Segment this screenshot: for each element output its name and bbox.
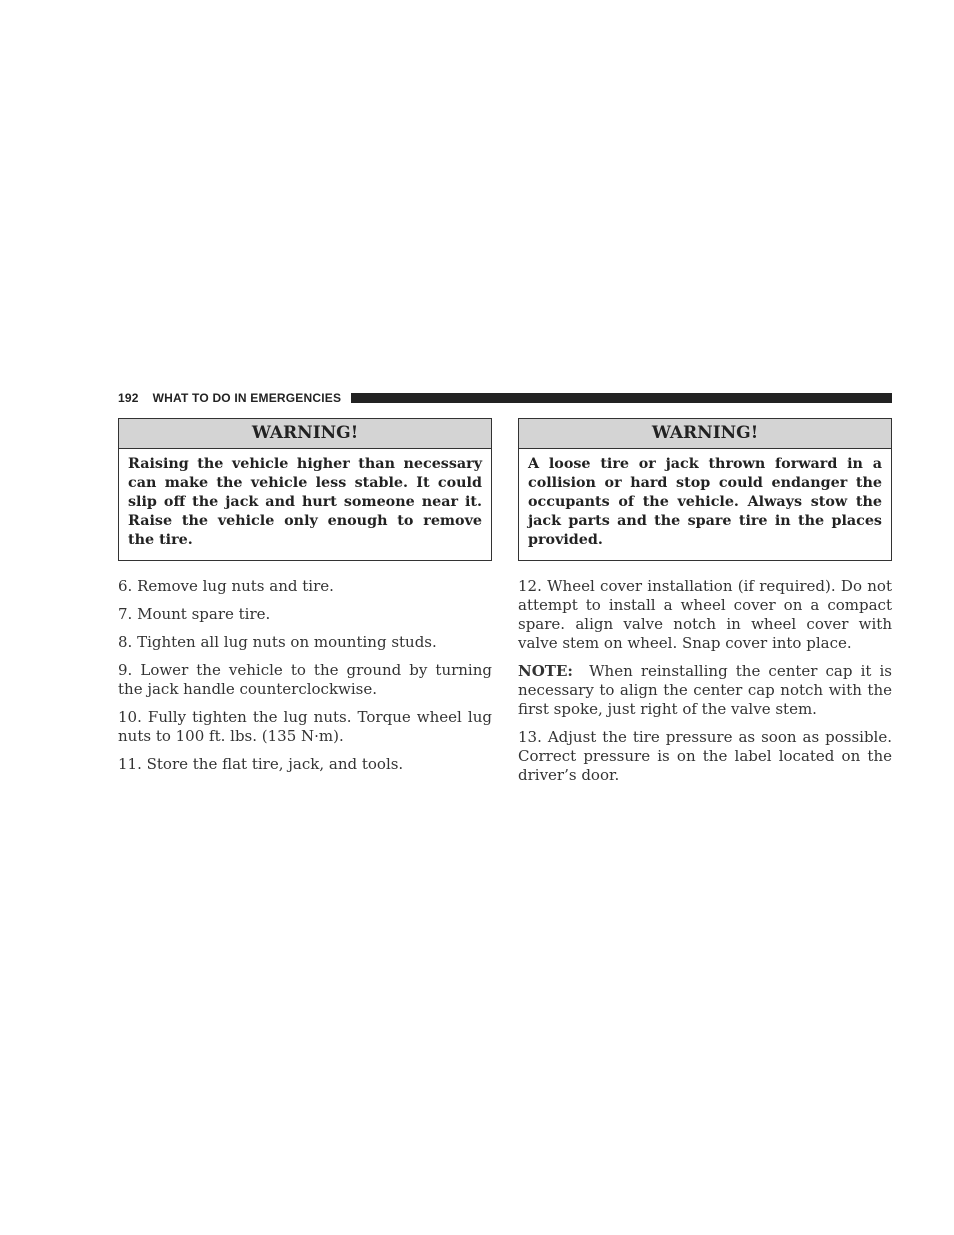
warning-box-right — [518, 418, 892, 561]
header-rule — [351, 393, 892, 403]
page-header — [118, 390, 892, 406]
step-11: 11. Store the flat tire, jack, and tools. — [118, 755, 404, 773]
steps-list-right — [518, 577, 892, 785]
section-title: WHAT TO DO IN EMERGENCIES — [152, 391, 342, 405]
page-number: 192 — [118, 391, 139, 405]
step-8: 8. Tighten all lug nuts on mounting studs. — [118, 633, 437, 651]
step-10: 10. Fully tighten the lug nuts. Torque wheel lug nuts to 100 ft. lbs. (135 N·m). — [118, 708, 492, 745]
warning-text: Raising the vehicle higher than necessary can make the vehicle less stable. It could slip off the jack and hurt someone near it. Raise the vehicle only enough to remove the tire. — [128, 456, 482, 548]
note-paragraph — [518, 662, 892, 719]
steps-list — [118, 577, 492, 774]
warning-box-left — [118, 418, 492, 561]
step-6: 6. Remove lug nuts and tire. — [118, 577, 334, 595]
step-13: 13. Adjust the tire pressure as soon as possible. Correct pressure is on the label located on the driver’s door. — [518, 728, 892, 784]
warning-title: WARNING! — [519, 419, 891, 449]
step-9: 9. Lower the vehicle to the ground by turning the jack handle counterclockwise. — [118, 661, 492, 698]
warning-text: A loose tire or jack thrown forward in a collision or hard stop could endanger the occupants of the vehicle. Always stow the jack parts and the spare tire in the places provided. — [528, 456, 882, 548]
step-12: 12. Wheel cover installation (if required). Do not attempt to install a wheel cover on a compact spare. align valve notch in wheel cover with valve stem on wheel. Snap cover into place. — [518, 577, 892, 652]
note-text: When reinstalling the center cap it is necessary to align the center cap notch with the first spoke, just right of the valve stem. — [518, 662, 892, 718]
warning-title: WARNING! — [119, 419, 491, 449]
left-column — [118, 418, 492, 783]
step-7: 7. Mount spare tire. — [118, 605, 271, 623]
right-column — [518, 418, 892, 794]
note-label: NOTE: — [518, 662, 573, 680]
